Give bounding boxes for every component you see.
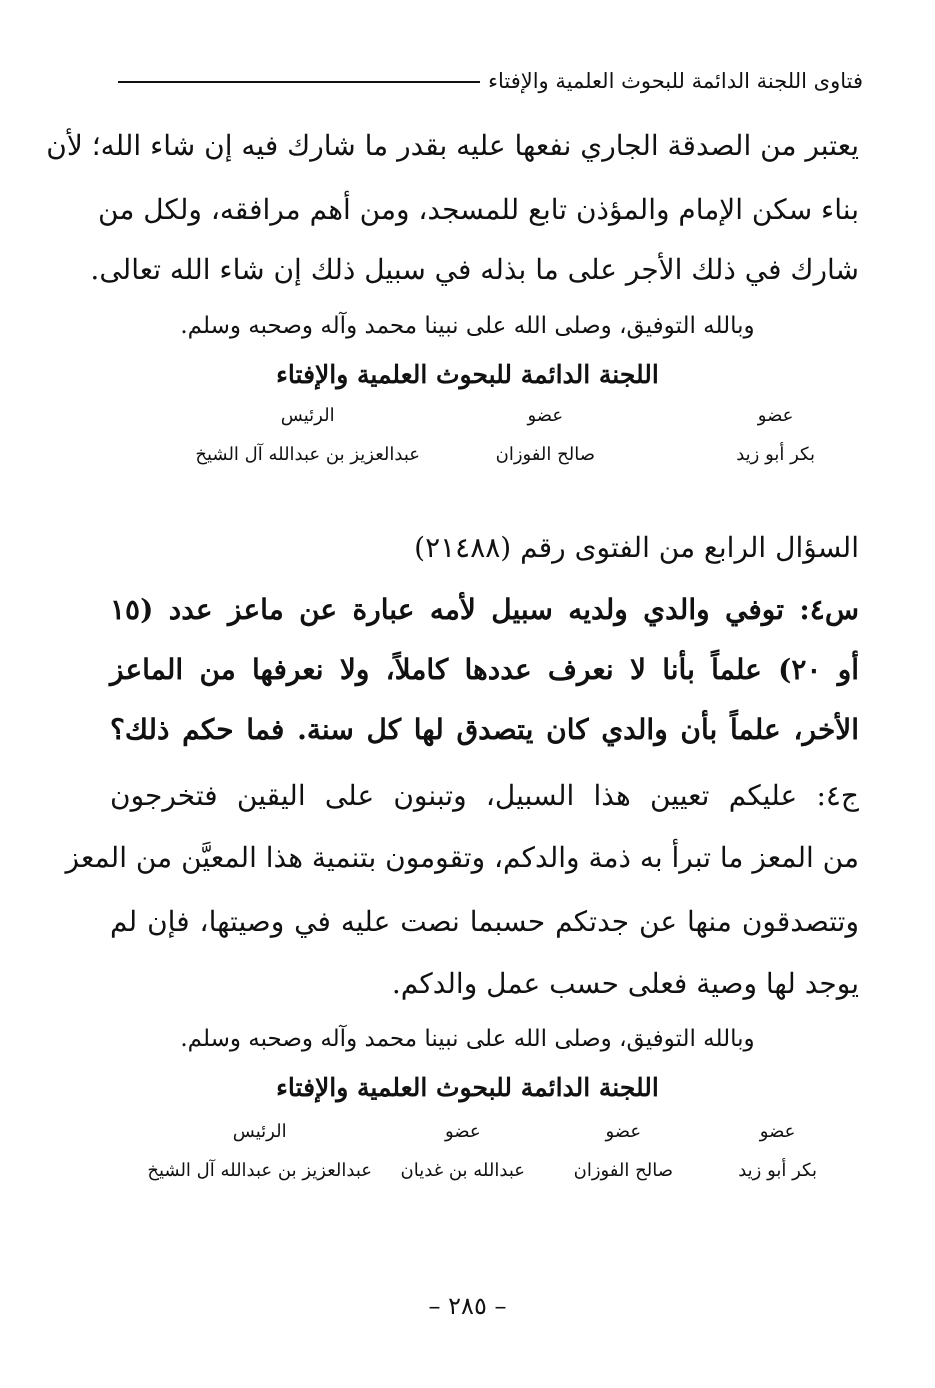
signatory: [147, 1120, 372, 1184]
signatory: [401, 1120, 525, 1184]
header-rule: [118, 81, 480, 83]
signatory-name: صالح الفوزان: [495, 444, 595, 465]
paragraph-line: بناء سكن الإمام والمؤذن تابع للمسجد، ومن أهم مرافقه، ولكل من: [98, 193, 859, 226]
committee-name: اللجنة الدائمة للبحوث العلمية والإفتاء: [276, 1073, 659, 1102]
signatory-name: عبدالله بن غديان: [400, 1160, 525, 1181]
signatory: [736, 404, 815, 468]
signatory-name: بكر أبو زيد: [736, 444, 815, 465]
signatory-role: عضو: [759, 1121, 796, 1142]
closing-formula: وبالله التوفيق، وصلى الله على نبينا محمد وآله وصحبه وسلم.: [180, 313, 755, 339]
signatory-role: الرئيس: [280, 405, 335, 426]
signatory-role: عضو: [527, 405, 564, 426]
signatory-role: عضو: [605, 1121, 642, 1142]
signatory-name: عبدالعزيز بن عبدالله آل الشيخ: [147, 1160, 372, 1181]
closing-formula: وبالله التوفيق، وصلى الله على نبينا محمد وآله وصحبه وسلم.: [180, 1026, 755, 1052]
paragraph-line: يعتبر من الصدقة الجاري نفعها عليه بقدر ما شارك فيه إن شاء الله؛ لأن: [46, 129, 859, 162]
question-line: س٤: توفي والدي ولديه سبيل لأمه عبارة عن ماعز عدد (١٥: [110, 593, 859, 626]
signatory-role: عضو: [757, 405, 794, 426]
header-title: فتاوى اللجنة الدائمة للبحوث العلمية والإفتاء: [488, 69, 863, 93]
answer-line: يوجد لها وصية فعلى حسب عمل والدكم.: [391, 967, 859, 1000]
signatory-name: عبدالعزيز بن عبدالله آل الشيخ: [195, 444, 420, 465]
running-header: [118, 64, 863, 98]
signatory-role: الرئيس: [232, 1121, 287, 1142]
signatory: [738, 1120, 817, 1184]
paragraph-line: شارك في ذلك الأجر على ما بذله في سبيل ذلك إن شاء الله تعالى.: [90, 253, 859, 286]
signatory-name: صالح الفوزان: [573, 1160, 673, 1181]
question-line: أو ٢٠) علماً بأنا لا نعرف عددها كاملاً، ولا نعرفها من الماعز: [110, 653, 859, 686]
answer-line: وتتصدقون منها عن جدتكم حسبما نصت عليه في وصيتها، فإن لم: [110, 905, 859, 938]
signatory: [574, 1120, 673, 1184]
signatory-name: بكر أبو زيد: [738, 1160, 817, 1181]
signatory: [496, 404, 595, 468]
answer-line: ج٤: عليكم تعيين هذا السبيل، وتبنون على اليقين فتخرجون: [110, 779, 859, 812]
committee-name: اللجنة الدائمة للبحوث العلمية والإفتاء: [276, 360, 659, 389]
question-heading: السؤال الرابع من الفتوى رقم (٢١٤٨٨): [414, 531, 859, 564]
question-line: الأخر، علماً بأن والدي كان يتصدق لها كل سنة. فما حكم ذلك؟: [110, 713, 859, 746]
signatory: [195, 404, 420, 468]
answer-line: من المعز ما تبرأ به ذمة والدكم، وتقومون بتنمية هذا المعيَّن من المعز: [65, 841, 859, 874]
signatory-role: عضو: [444, 1121, 481, 1142]
page-number: – ٢٨٥ –: [428, 1292, 507, 1320]
